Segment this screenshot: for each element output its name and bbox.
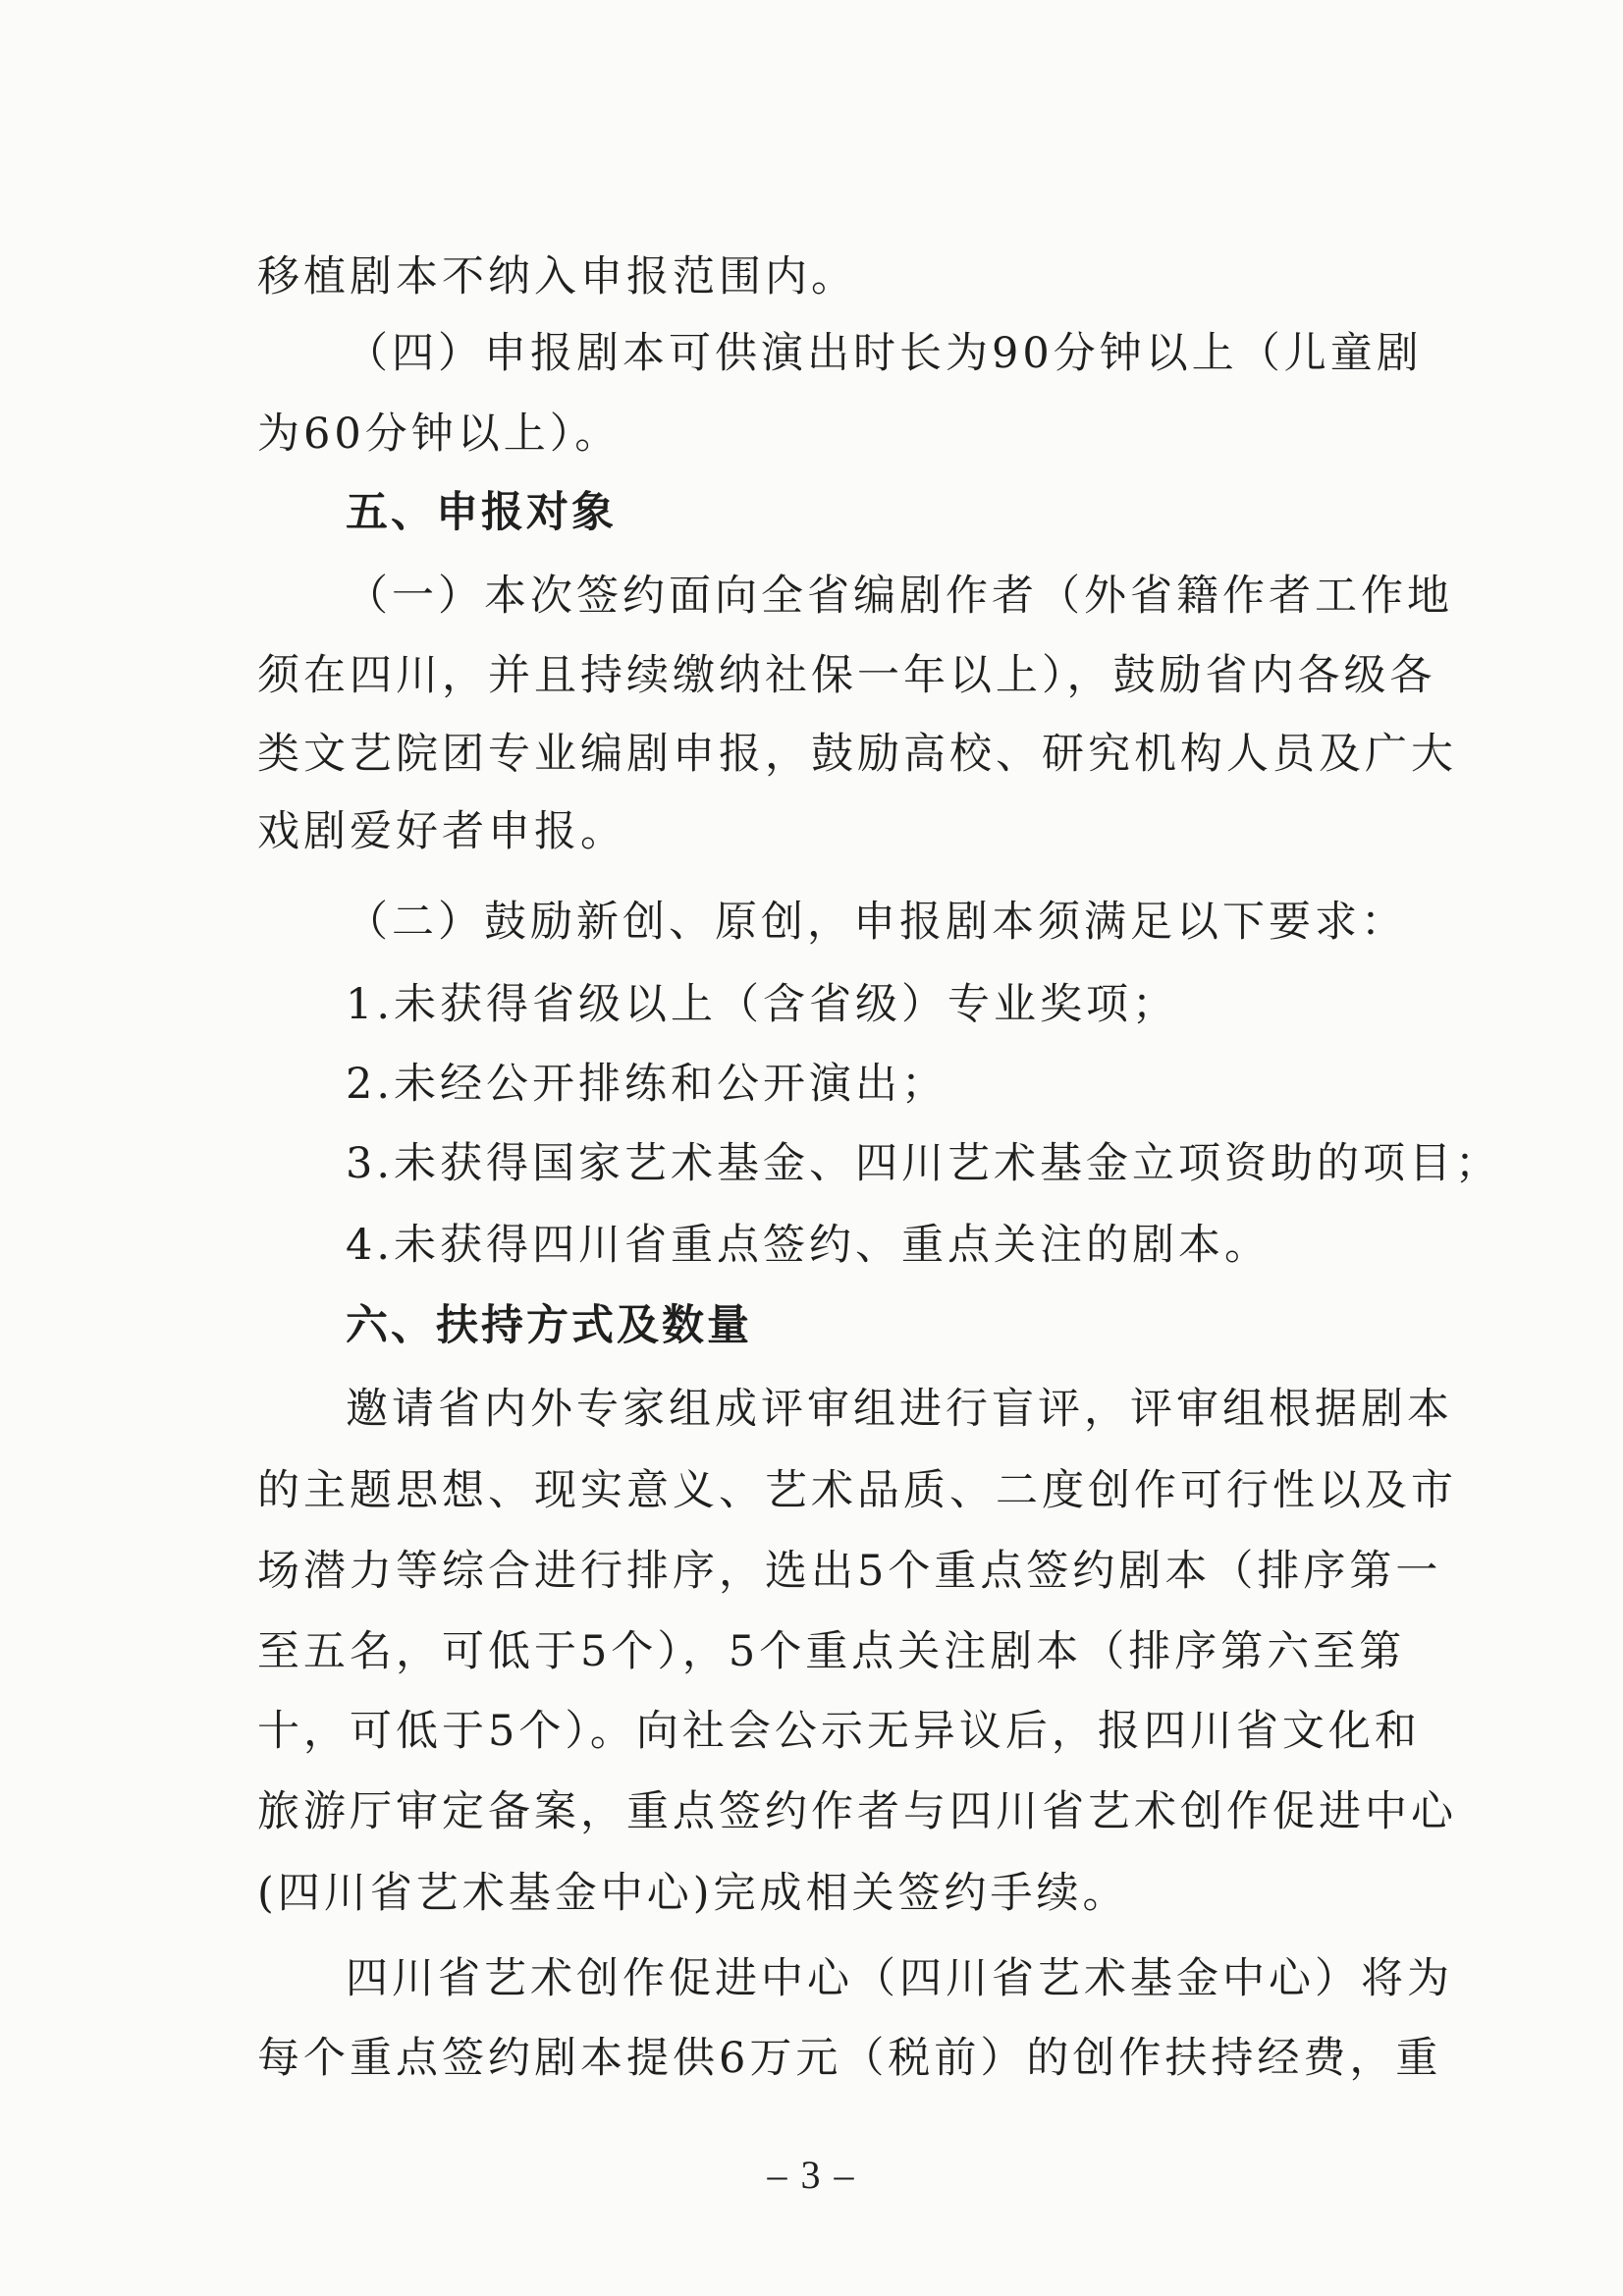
text-line: 移植剧本不纳入申报范围内。 xyxy=(257,252,857,301)
section-heading: 五、申报对象 xyxy=(346,488,617,537)
page-number: – 3 – xyxy=(767,2153,856,2197)
text-line: 类文艺院团专业编剧申报，鼓励高校、研究机构人员及广大 xyxy=(257,730,1457,779)
list-item: 1.未获得省级以上（含省级）专业奖项； xyxy=(346,980,1179,1029)
section-heading: 六、扶持方式及数量 xyxy=(346,1301,752,1350)
list-item: 2.未经公开排练和公开演出； xyxy=(346,1060,948,1109)
list-item: 4.未获得四川省重点签约、重点关注的剧本。 xyxy=(346,1221,1271,1270)
text-line: （二）鼓励新创、原创，申报剧本须满足以下要求： xyxy=(346,898,1407,947)
text-line: （四）申报剧本可供演出时长为90分钟以上（儿童剧 xyxy=(346,329,1423,378)
text-line: 至五名，可低于5个），5个重点关注剧本（排序第六至第 xyxy=(257,1627,1406,1676)
text-line: 四川省艺术创作促进中心（四川省艺术基金中心）将为 xyxy=(346,1954,1453,2003)
list-item: 3.未获得国家艺术基金、四川艺术基金立项资助的项目； xyxy=(346,1139,1502,1188)
text-line: 旅游厅审定备案，重点签约作者与四川省艺术创作促进中心 xyxy=(257,1787,1457,1836)
text-line: 须在四川，并且持续缴纳社保一年以上），鼓励省内各级各 xyxy=(257,651,1436,700)
text-line: 戏剧爱好者申报。 xyxy=(257,807,626,856)
text-line: 每个重点签约剧本提供6万元（税前）的创作扶持经费，重 xyxy=(257,2034,1442,2083)
text-line: (四川省艺术基金中心)完成相关签约手续。 xyxy=(257,1869,1129,1918)
text-line: 为60分钟以上）。 xyxy=(257,410,622,459)
text-line: 场潜力等综合进行排序，选出5个重点签约剧本（排序第一 xyxy=(257,1547,1442,1596)
text-line: 十，可低于5个）。向社会公示无异议后，报四川省文化和 xyxy=(257,1707,1421,1756)
text-line: 的主题思想、现实意义、艺术品质、二度创作可行性以及市 xyxy=(257,1466,1457,1515)
text-line: （一）本次签约面向全省编剧作者（外省籍作者工作地 xyxy=(346,572,1453,621)
text-line: 邀请省内外专家组成评审组进行盲评，评审组根据剧本 xyxy=(346,1385,1453,1434)
